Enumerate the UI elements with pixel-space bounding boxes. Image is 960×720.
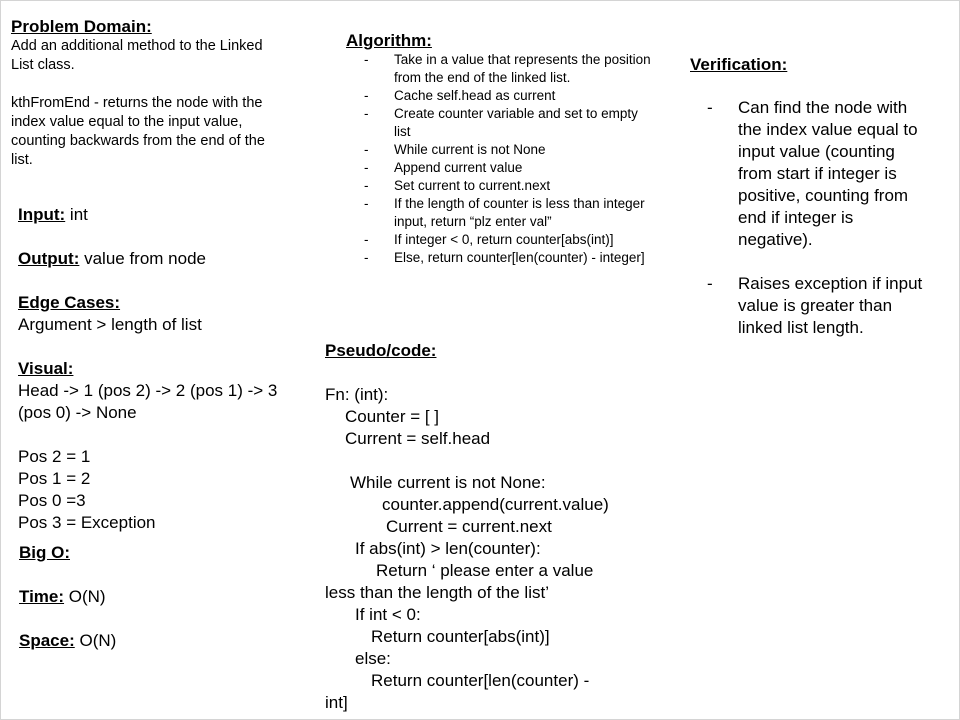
algorithm-step: - Cache self.head as current	[364, 88, 556, 103]
pseudo-code-line: Return ‘ please enter a value	[376, 561, 594, 580]
visual-line: (pos 0) -> None	[18, 403, 137, 422]
input-row	[18, 204, 318, 226]
position-line: Pos 1 = 2	[18, 469, 91, 488]
verification-item: - Raises exception if input value is greater than linked list length.	[707, 274, 923, 337]
space-row	[19, 630, 309, 652]
time-value: O(N)	[64, 587, 106, 606]
output-value: value from node	[79, 249, 206, 268]
method-desc-line: kthFromEnd - returns the node with the	[11, 95, 263, 111]
pseudo-code-line: else:	[355, 649, 391, 668]
pseudo-code-line: If abs(int) > len(counter):	[355, 539, 541, 558]
algorithm-step: - While current is not None	[364, 142, 546, 157]
algorithm-step: - Else, return counter[len(counter) - integer]	[364, 250, 645, 265]
pseudo-code-line: less than the length of the list’	[325, 583, 549, 602]
algorithm-step: - If integer < 0, return counter[abs(int)]	[364, 232, 614, 247]
position-line: Pos 0 =3	[18, 491, 86, 510]
pseudo-code-line: Return counter[abs(int)]	[371, 627, 550, 646]
algorithm-heading: Algorithm:	[346, 31, 432, 50]
input-value: int	[65, 205, 88, 224]
pseudo-code-line: Return counter[len(counter) -	[371, 671, 590, 690]
pseudo-code-line: int]	[325, 693, 348, 712]
visual-line: Head -> 1 (pos 2) -> 2 (pos 1) -> 3	[18, 381, 278, 400]
problem-description	[11, 37, 311, 170]
method-desc-line: list.	[11, 152, 33, 168]
pseudo-code-line: If int < 0:	[355, 605, 421, 624]
pseudo-code-section	[325, 340, 655, 714]
output-row	[18, 248, 318, 270]
time-row	[19, 586, 309, 608]
pseudo-code-line: counter.append(current.value)	[382, 495, 609, 514]
problem-domain-heading: Problem Domain:	[11, 17, 152, 36]
input-label: Input:	[18, 205, 66, 224]
space-label: Space:	[19, 631, 75, 650]
io-section	[18, 204, 318, 534]
verification-heading: Verification:	[690, 55, 788, 74]
pseudo-code-line: Fn: (int):	[325, 385, 389, 404]
output-label: Output:	[18, 249, 80, 268]
pseudo-code-line: While current is not None:	[350, 473, 546, 492]
algorithm-step: - Append current value	[364, 160, 523, 175]
time-label: Time:	[19, 587, 65, 606]
edge-cases-label: Edge Cases:	[18, 293, 121, 312]
method-desc-line: counting backwards from the end of the	[11, 133, 265, 149]
algorithm-list	[357, 51, 687, 267]
big-o-heading: Big O:	[19, 543, 70, 562]
verification-list	[706, 97, 956, 339]
pseudo-code-heading: Pseudo/code:	[325, 341, 437, 360]
pseudo-code-line: Current = self.head	[345, 429, 491, 448]
pseudo-code-line	[325, 450, 655, 472]
position-line: Pos 3 = Exception	[18, 513, 156, 532]
edge-cases-value: Argument > length of list	[18, 315, 202, 334]
position-line: Pos 2 = 1	[18, 447, 91, 466]
problem-desc-line: List class.	[11, 57, 75, 73]
visual-label: Visual:	[18, 359, 74, 378]
space-value: O(N)	[74, 631, 117, 650]
verification-item: - Can find the node with the index value equal to input value (counting from start if integer is positive, counting from end if integer is negative).	[707, 98, 918, 249]
algorithm-step: - If the length of counter is less than integer input, return “plz enter val”	[364, 196, 645, 229]
pseudo-code-line: Counter = [ ]	[345, 407, 440, 426]
algorithm-step: - Set current to current.next	[364, 178, 551, 193]
method-desc-line: index value equal to the input value,	[11, 114, 243, 130]
pseudo-code-line: Current = current.next	[386, 517, 552, 536]
big-o-section	[19, 542, 309, 652]
problem-domain-section	[11, 17, 311, 170]
algorithm-step: - Create counter variable and set to empty list	[364, 106, 638, 139]
algorithm-step: - Take in a value that represents the position from the end of the linked list.	[364, 52, 651, 85]
pseudo-code-lines	[325, 384, 655, 714]
problem-desc-line: Add an additional method to the Linked	[11, 38, 263, 54]
